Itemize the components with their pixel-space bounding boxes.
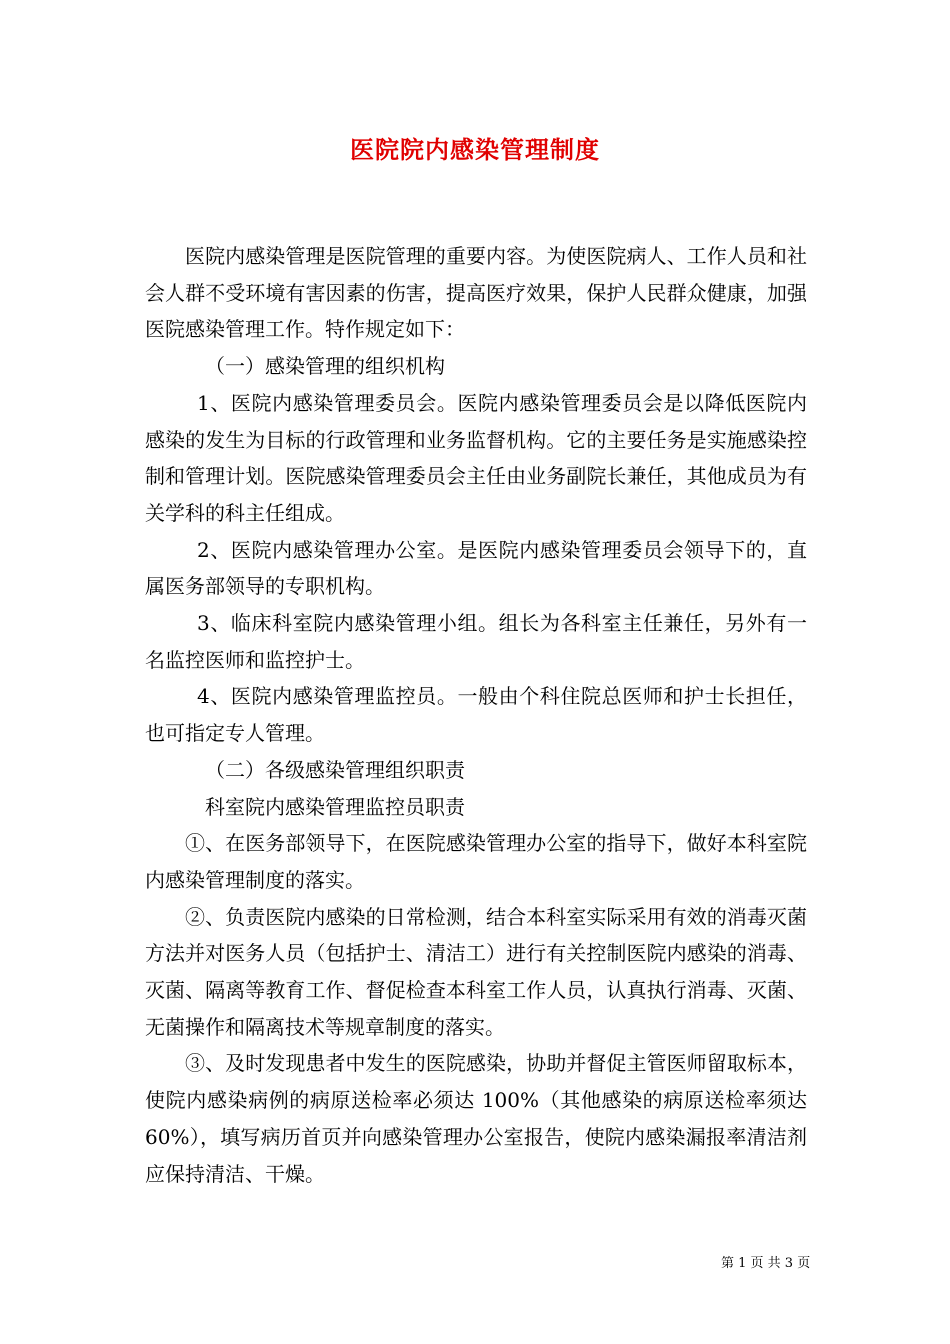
intro-paragraph: 医院内感染管理是医院管理的重要内容。为使医院病人、工作人员和社会人群不受环境有害因素的伤害，提高医疗效果，保护人民群众健康，加强医院感染管理工作。特作规定如下： bbox=[145, 244, 807, 342]
duty-item-3: ③、及时发现患者中发生的医院感染，协助并督促主管医师留取标本，使院内感染病例的病原送检率必须达 100%（其他感染的病原送检率须达 60%），填写病历首页并向感染管理办公室报告，使院内感染漏报率清洁剂应保持清洁、干燥。 bbox=[145, 1051, 807, 1186]
paragraph-committee: 1、医院内感染管理委员会。医院内感染管理委员会是以降低医院内感染的发生为目标的行政管理和业务监督机构。它的主要任务是实施感染控制和管理计划。医院感染管理委员会主任由业务副院长兼任，其他成员为有关学科的科主任组成。 bbox=[145, 390, 807, 525]
section-heading-organization: （一）感染管理的组织机构 bbox=[205, 354, 445, 379]
duty-item-1: ①、在医务部领导下，在医院感染管理办公室的指导下，做好本科室院内感染管理制度的落实。 bbox=[145, 831, 807, 892]
duty-item-2: ②、负责医院内感染的日常检测，结合本科室实际采用有效的消毒灭菌方法并对医务人员（包括护士、清洁工）进行有关控制医院内感染的消毒、灭菌、隔离等教育工作、督促检查本科室工作人员，认真执行消毒、灭菌、无菌操作和隔离技术等规章制度的落实。 bbox=[145, 904, 807, 1039]
page-footer: 第 1 页 共 3 页 bbox=[721, 1256, 811, 1271]
document-title: 医院院内感染管理制度 bbox=[350, 135, 600, 164]
subheading-monitor-duties: 科室院内感染管理监控员职责 bbox=[205, 794, 465, 819]
paragraph-clinical-group: 3、临床科室院内感染管理小组。组长为各科室主任兼任，另外有一名监控医师和监控护士。 bbox=[145, 611, 807, 672]
paragraph-monitor: 4、医院内感染管理监控员。一般由个科住院总医师和护士长担任，也可指定专人管理。 bbox=[145, 684, 807, 746]
document-body bbox=[145, 238, 807, 1192]
section-heading-duties: （二）各级感染管理组织职责 bbox=[205, 757, 465, 782]
paragraph-office: 2、医院内感染管理办公室。是医院内感染管理委员会领导下的，直属医务部领导的专职机构。 bbox=[145, 537, 807, 599]
